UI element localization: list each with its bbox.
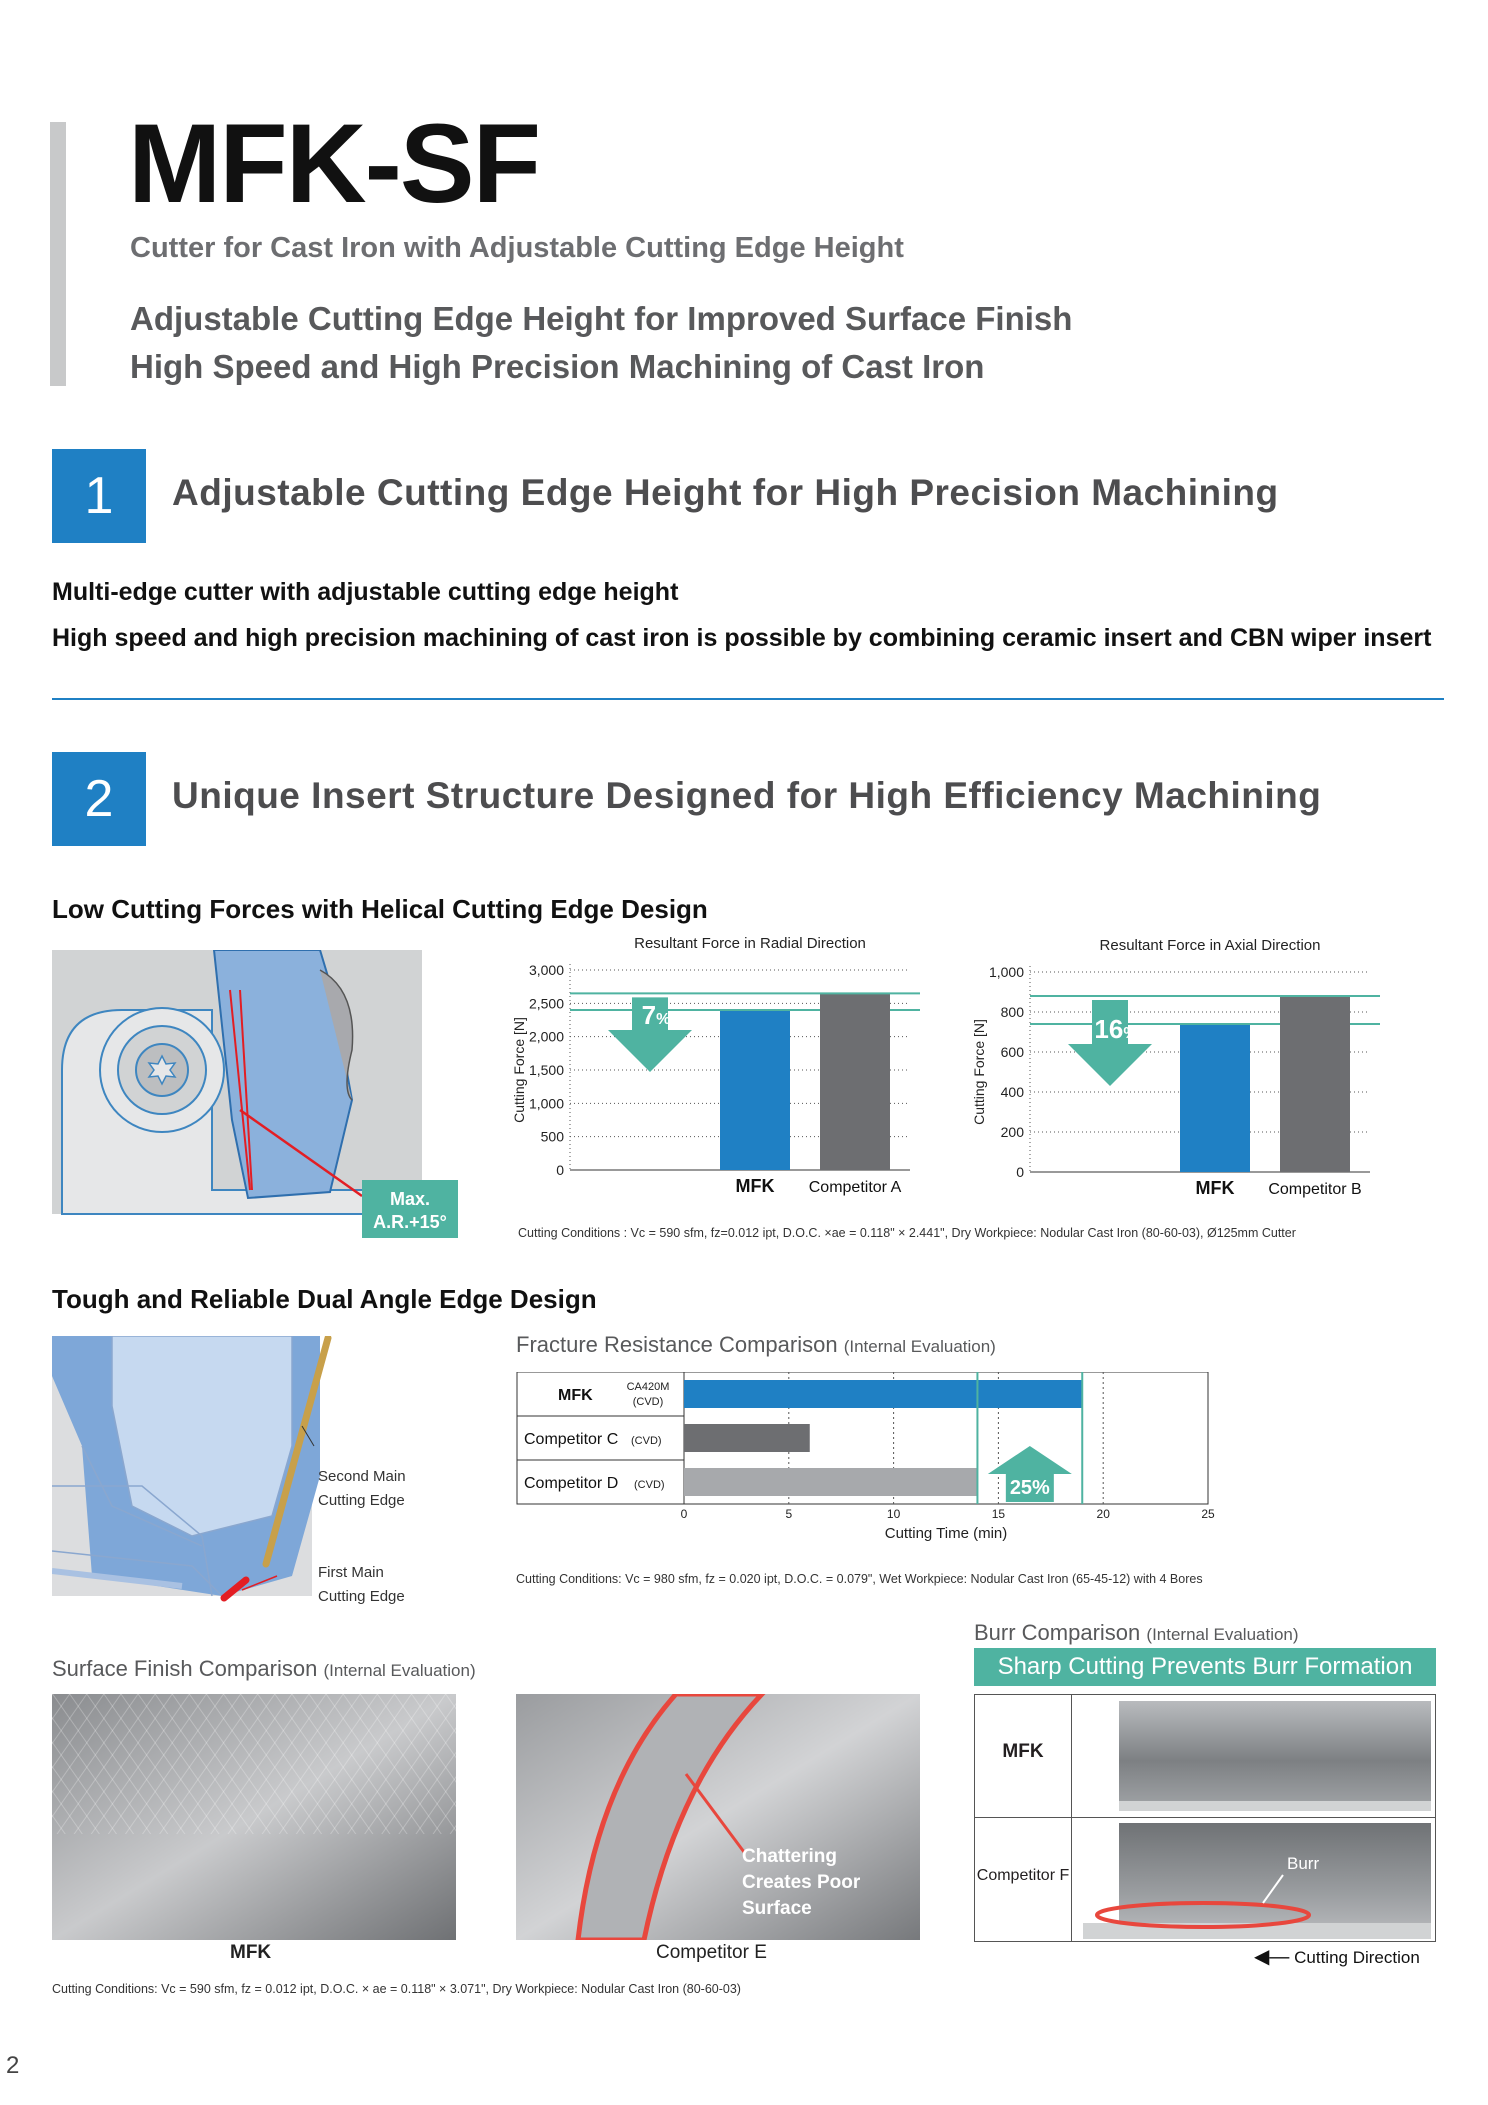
axial-reduction-unit: % <box>1123 1025 1138 1042</box>
left-arrow-icon: ◀— <box>1254 1946 1290 1968</box>
burr-row-mfk: MFK <box>1002 1741 1044 1762</box>
second-edge-label-1: Second Main <box>318 1468 406 1485</box>
first-edge-label-2: Cutting Edge <box>318 1588 405 1605</box>
surface-finish-heading <box>52 1656 476 1682</box>
section-1-number: 1 <box>52 449 146 543</box>
axial-force-chart <box>970 932 1390 1222</box>
fracture-category-0: MFK <box>558 1387 593 1404</box>
burr-photo-competitor <box>1083 1823 1431 1939</box>
fracture-chart-note: (Internal Evaluation) <box>843 1337 996 1356</box>
lead-line-2: High Speed and High Precision Machining of Cast Iron <box>130 348 985 385</box>
burr-table <box>974 1694 1436 1942</box>
rake-angle-badge-line-1: Max. <box>389 1189 431 1209</box>
burr-row-competitor: Competitor F <box>976 1867 1070 1884</box>
fracture-grade-0b: (CVD) <box>632 1396 664 1408</box>
radial-ytick: 1,000 <box>528 1095 564 1112</box>
axial-ytick: 400 <box>1000 1084 1024 1100</box>
axial-ytick: 0 <box>1016 1164 1024 1180</box>
fracture-xtick: 10 <box>886 1507 901 1521</box>
cutting-forces-heading: Low Cutting Forces with Helical Cutting Edge Design <box>52 894 708 924</box>
fracture-xtick: 5 <box>785 1507 793 1521</box>
axial-ytick: 800 <box>1000 1004 1024 1020</box>
page-number: 2 <box>6 2052 20 2079</box>
axial-reduction-value: 16 <box>1094 1014 1124 1044</box>
surface-finish-conditions: Cutting Conditions: Vc = 590 sfm, fz = 0.012 ipt, D.O.C. × ae = 0.118" × 3.071", Dry Workpiece: Nodular Cast Iron (80-60-03) <box>52 1982 741 1996</box>
axial-ylabel: Cutting Force [N] <box>971 1019 987 1125</box>
section-2-number: 2 <box>52 752 146 846</box>
fracture-conditions: Cutting Conditions: Vc = 980 sfm, fz = 0.020 ipt, D.O.C. = 0.079", Wet Workpiece: Nodular Cast Iron (65-45-12) with 4 Bores <box>516 1572 1203 1586</box>
fracture-xtick: 25 <box>1201 1507 1215 1521</box>
fracture-chart-heading <box>516 1332 996 1358</box>
fracture-bar-1 <box>684 1424 810 1452</box>
axial-ytick: 1,000 <box>988 964 1024 980</box>
rake-angle-badge-line-2: A.R.+15° <box>373 1212 447 1232</box>
radial-force-chart <box>510 930 930 1220</box>
page-subtitle: Cutter for Cast Iron with Adjustable Cutting Edge Height <box>130 232 904 264</box>
header-accent-bar <box>50 122 66 386</box>
cutting-direction <box>1254 1944 1420 1969</box>
mfk-surface-drawing <box>52 1694 456 1940</box>
surface-label-competitor: Competitor E <box>656 1942 767 1963</box>
radial-reduction-unit: % <box>656 1011 671 1028</box>
page-title: MFK-SF <box>128 101 540 226</box>
burr-title: Burr Comparison <box>974 1620 1141 1645</box>
fracture-grade-0a: CA420M <box>626 1381 670 1393</box>
helical-insert-illustration <box>52 950 447 1232</box>
radial-ylabel: Cutting Force [N] <box>511 1017 527 1123</box>
radial-bar-1 <box>820 993 890 1170</box>
cutting-forces-conditions: Cutting Conditions : Vc = 590 sfm, fz=0.012 ipt, D.O.C. ×ae = 0.118" × 2.441", Dry Workpiece: Nodular Cast Iron (80-60-03), Ø125mm Cutter <box>518 1226 1296 1240</box>
axial-category-1: Competitor B <box>1268 1181 1362 1198</box>
fracture-xlabel: Cutting Time (min) <box>884 1525 1008 1542</box>
surface-label-mfk: MFK <box>230 1942 272 1963</box>
radial-ytick: 3,000 <box>528 962 564 978</box>
section-divider <box>52 698 1444 700</box>
fracture-increase: 25% <box>1009 1477 1050 1499</box>
radial-category-0: MFK <box>735 1176 775 1196</box>
chatter-label-3: Surface <box>742 1898 812 1919</box>
section-1-bullet-2: High speed and high precision machining of cast iron is possible by combining ceramic insert and CBN wiper insert <box>52 624 1432 652</box>
axial-ytick: 200 <box>1000 1124 1024 1140</box>
radial-title: Resultant Force in Radial Direction <box>634 935 866 952</box>
fracture-bar-0 <box>684 1380 1082 1408</box>
radial-ytick: 1,500 <box>528 1062 564 1078</box>
fracture-xtick: 20 <box>1096 1507 1110 1521</box>
fracture-grade-1: (CVD) <box>631 1435 662 1447</box>
fracture-xtick: 15 <box>991 1507 1006 1521</box>
mfk-surface-photo <box>52 1694 456 1940</box>
radial-ytick: 0 <box>556 1162 564 1178</box>
second-edge-label-2: Cutting Edge <box>318 1492 405 1509</box>
axial-ytick: 600 <box>1000 1044 1024 1060</box>
burr-note: (Internal Evaluation) <box>1146 1625 1299 1644</box>
fracture-xtick: 0 <box>680 1507 688 1521</box>
competitor-e-surface-drawing <box>516 1694 920 1940</box>
burr-banner: Sharp Cutting Prevents Burr Formation <box>974 1648 1436 1686</box>
chatter-label-1: Chattering <box>742 1846 837 1867</box>
fracture-chart-title: Fracture Resistance Comparison <box>516 1332 838 1357</box>
cutting-direction-label: Cutting Direction <box>1294 1948 1420 1967</box>
dual-angle-heading: Tough and Reliable Dual Angle Edge Design <box>52 1284 597 1314</box>
section-2-heading: Unique Insert Structure Designed for High Efficiency Machining <box>172 775 1322 816</box>
burr-label: Burr <box>1287 1854 1320 1873</box>
radial-ytick: 2,000 <box>528 1028 564 1045</box>
burr-heading <box>974 1620 1299 1646</box>
section-1-bullet-1: Multi-edge cutter with adjustable cutting edge height <box>52 578 679 606</box>
axial-bar-0 <box>1180 1024 1250 1172</box>
helical-insert-drawing <box>52 950 462 1250</box>
fracture-resistance-chart <box>516 1372 1216 1558</box>
radial-reduction-value: 7 <box>641 1000 657 1030</box>
lead-line-1: Adjustable Cutting Edge Height for Improved Surface Finish <box>130 300 1073 337</box>
axial-bar-1 <box>1280 996 1350 1172</box>
axial-category-0: MFK <box>1195 1178 1235 1198</box>
surface-finish-title: Surface Finish Comparison <box>52 1656 318 1681</box>
competitor-e-surface-photo <box>516 1694 920 1940</box>
radial-category-1: Competitor A <box>808 1179 902 1196</box>
burr-photo-mfk <box>1119 1701 1431 1811</box>
fracture-bar-2 <box>684 1468 977 1496</box>
axial-title: Resultant Force in Axial Direction <box>1099 937 1321 954</box>
radial-bar-0 <box>720 1010 790 1170</box>
surface-finish-note: (Internal Evaluation) <box>323 1661 476 1680</box>
fracture-grade-2: (CVD) <box>634 1479 665 1491</box>
radial-ytick: 500 <box>540 1128 564 1145</box>
axial-reduction <box>1094 1014 1137 1044</box>
section-1-heading: Adjustable Cutting Edge Height for High Precision Machining <box>172 472 1279 513</box>
radial-ytick: 2,500 <box>528 995 564 1012</box>
first-edge-label-1: First Main <box>318 1564 384 1581</box>
fracture-category-2: Competitor D <box>524 1475 619 1492</box>
chatter-label-2: Creates Poor <box>742 1872 861 1893</box>
fracture-category-1: Competitor C <box>524 1431 619 1448</box>
